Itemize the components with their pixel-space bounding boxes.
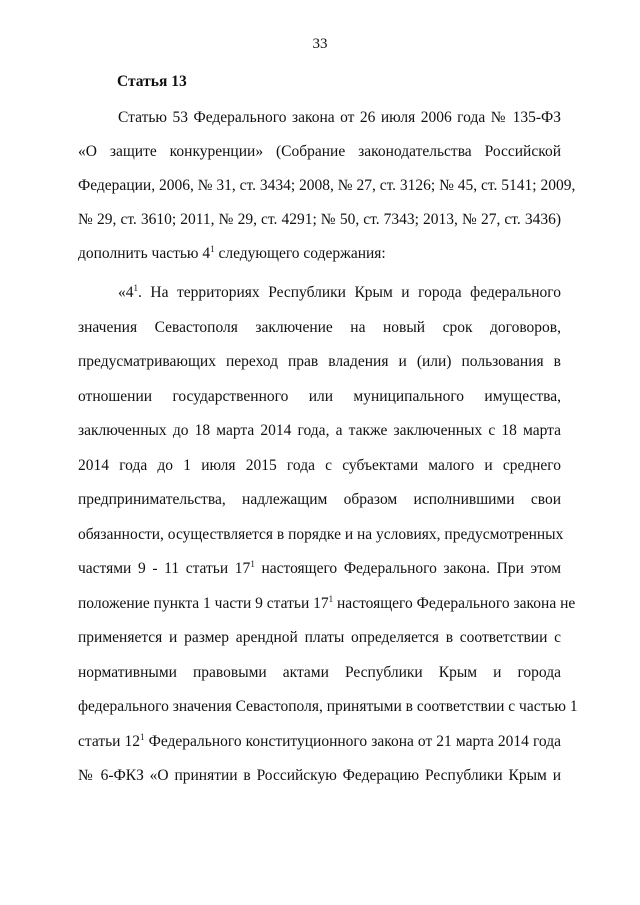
paragraph-line (78, 594, 576, 614)
paragraph-line: применяется и размер арендной платы определяется в соответствии с (78, 629, 561, 646)
page-number: 33 (312, 36, 328, 52)
paragraph-line (78, 559, 561, 579)
text-segment: настоящего Федерального закона. При этом (254, 560, 561, 577)
superscript: 1 (328, 594, 334, 604)
paragraph-line: обязанности, осуществляется в порядке и на условиях, предусмотренных (78, 526, 564, 543)
paragraph-line: Статью 53 Федерального закона от 26 июля 2006 года № 135-ФЗ (118, 109, 561, 126)
text-segment: настоящего Федерального закона не (333, 595, 576, 612)
paragraph-line (78, 732, 561, 752)
text-segment: . На территориях Республики Крым и города федерального (138, 284, 561, 301)
superscript: 1 (140, 732, 145, 742)
text-segment: статьи 12 (78, 733, 141, 750)
paragraph-line: № 29, ст. 3610; 2011, № 29, ст. 4291; № 50, ст. 7343; 2013, № 27, ст. 3436) (78, 211, 561, 228)
paragraph-line: значения Севастополя заключение на новый срок договоров, (78, 319, 561, 336)
text-segment: частями 9 - 11 статьи 17 (78, 560, 251, 577)
paragraph-line (118, 283, 561, 303)
paragraph-line: заключенных до 18 марта 2014 года, а также заключенных с 18 марта (78, 422, 561, 439)
paragraph-line: нормативными правовыми актами Республики Крым и города (78, 664, 561, 681)
superscript: 1 (250, 559, 255, 569)
text-segment: положение пункта 1 части 9 статьи 17 (78, 595, 329, 612)
paragraph-line: отношении государственного или муниципального имущества, (78, 388, 561, 405)
text-segment: «4 (118, 284, 134, 301)
text-segment: дополнить частью 4 (78, 245, 211, 262)
text-segment: следующего содержания: (214, 245, 386, 262)
paragraph-line: федерального значения Севастополя, принятыми в соответствии с частью 1 (78, 698, 578, 715)
paragraph-line: № 6-ФКЗ «О принятии в Российскую Федерацию Республики Крым и (78, 767, 561, 784)
paragraph-line: предусматривающих переход прав владения и (или) пользования в (78, 353, 561, 370)
paragraph-line: «О защите конкуренции» (Собрание законодательства Российской (78, 143, 561, 160)
text-segment: Федерального конституционного закона от 21 марта 2014 года (144, 733, 561, 750)
paragraph-line: 2014 года до 1 июля 2015 года с субъектами малого и среднего (78, 457, 561, 474)
paragraph-line: предпринимательства, надлежащим образом исполнившими свои (78, 491, 561, 508)
superscript: 1 (133, 283, 138, 293)
superscript: 1 (210, 244, 215, 254)
paragraph-line (78, 244, 561, 264)
article-heading: Статья 13 (117, 73, 187, 90)
paragraph-line: Федерации, 2006, № 31, ст. 3434; 2008, № 27, ст. 3126; № 45, ст. 5141; 2009, (78, 177, 576, 194)
